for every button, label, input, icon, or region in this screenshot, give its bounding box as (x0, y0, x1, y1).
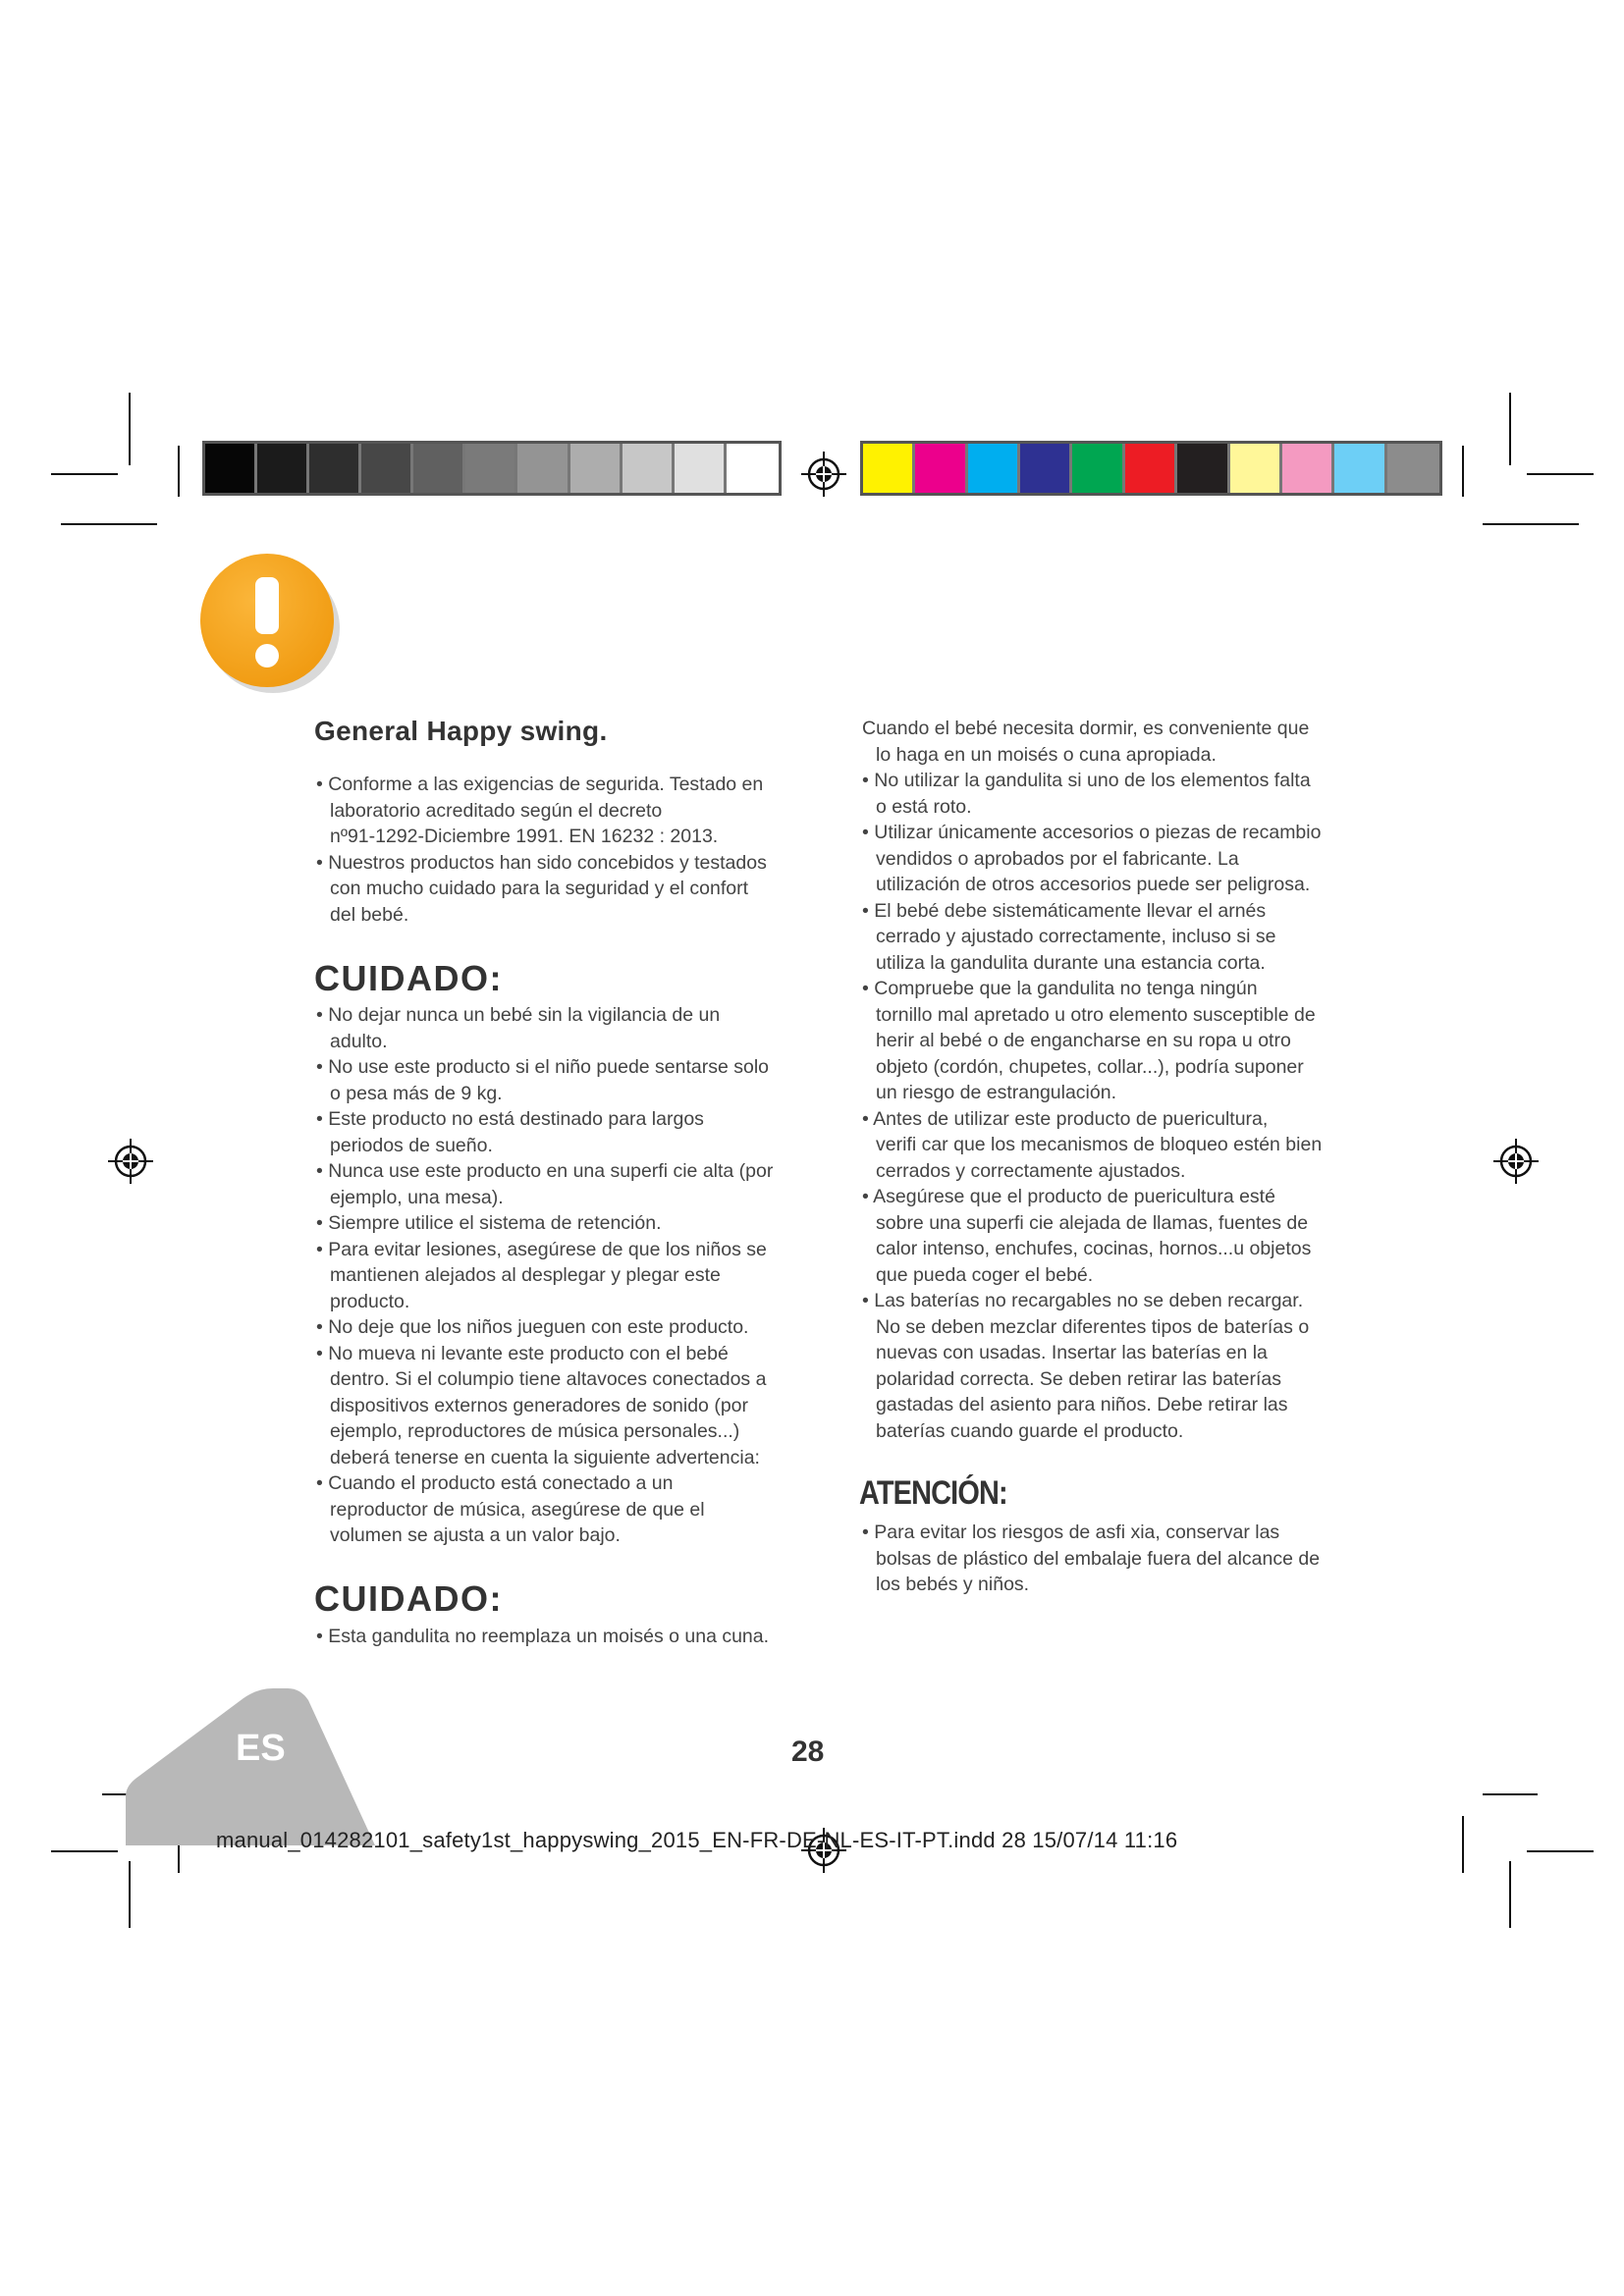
text-line: verifi car que los mecanismos de bloqueo estén bien (876, 1134, 1323, 1155)
crop-mark (1462, 446, 1464, 497)
text-line: • No utilizar la gandulita si uno de los elementos falta (862, 770, 1311, 791)
crop-mark (1509, 393, 1511, 465)
text-line: • No mueva ni levante este producto con el bebé (316, 1342, 729, 1364)
text-line: reproductor de música, asegúrese de que el (330, 1498, 705, 1521)
crop-mark (1527, 1850, 1594, 1852)
text-line: • Nuestros productos han sido concebidos y testados (316, 851, 767, 874)
list-item (862, 1288, 1373, 1444)
color-swatch (361, 444, 413, 493)
text-line: que pueda coger el bebé. (876, 1263, 1094, 1286)
text-line: polaridad correcta. Se deben retirar las baterías (876, 1367, 1281, 1390)
text-line: tornillo mal apretado u otro elemento susceptible de (876, 1003, 1316, 1026)
list-item (862, 898, 1373, 977)
text-line: • Cuando el producto está conectado a un (316, 1472, 674, 1494)
text-line: volumen se ajusta a un valor bajo. (330, 1524, 621, 1546)
text-line: sobre una superfi cie alejada de llamas, fuentes de (876, 1211, 1309, 1234)
crop-mark (1509, 1861, 1511, 1928)
text-line: cerrado y ajustado correctamente, incluso si se (876, 926, 1276, 947)
color-swatch (863, 444, 915, 493)
list-item (316, 1002, 817, 1054)
text-line: utilización de otros accesorios puede ser peligrosa. (876, 874, 1311, 895)
text-line: • Antes de utilizar este producto de puericultura, (862, 1107, 1269, 1130)
exclamation-icon (194, 548, 344, 697)
list-item (316, 850, 817, 929)
crop-mark (61, 523, 157, 525)
text-line: • No use este producto si el niño puede sentarse solo (316, 1056, 770, 1078)
text-line: ejemplo, reproductores de música personales...) (330, 1420, 740, 1442)
list-item (316, 772, 817, 850)
color-swatch (465, 444, 517, 493)
color-swatch (1387, 444, 1439, 493)
intro-list (316, 772, 817, 928)
list-item (316, 1210, 817, 1237)
list-item (316, 1106, 817, 1158)
crop-mark (51, 473, 118, 475)
list-item (862, 716, 1373, 768)
text-line: vendidos o aprobados por el fabricante. La (876, 847, 1239, 870)
text-line: o está roto. (876, 795, 972, 818)
crop-mark (51, 1850, 118, 1852)
crop-mark (1527, 473, 1594, 475)
color-swatch (1020, 444, 1072, 493)
list-item (862, 976, 1373, 1106)
color-swatch (968, 444, 1020, 493)
text-line: herir al bebé o de engancharse en su ropa u otro (876, 1030, 1291, 1051)
text-line: • Esta gandulita no reemplaza un moisés o una cuna. (316, 1626, 770, 1647)
text-line: • Siempre utilice el sistema de retención. (316, 1212, 662, 1234)
text-line: lo haga en un moisés o cuna apropiada. (876, 743, 1217, 766)
text-line: del bebé. (330, 903, 409, 926)
text-line: producto. (330, 1290, 410, 1312)
text-line: No se deben mezclar diferentes tipos de baterías o (876, 1315, 1310, 1338)
color-swatch (1334, 444, 1386, 493)
list-item (862, 820, 1373, 898)
list-item (316, 1470, 817, 1549)
color-swatch (257, 444, 309, 493)
color-control-bar (860, 441, 1442, 496)
atencion-list (862, 1520, 1373, 1598)
list-item (316, 1314, 817, 1341)
text-line: los bebés y niños. (876, 1574, 1030, 1595)
text-line: deberá tenerse en cuenta la siguiente advertencia: (330, 1446, 760, 1468)
text-line: • Utilizar únicamente accesorios o piezas de recambio (862, 822, 1322, 843)
text-line: baterías cuando guarde el producto. (876, 1419, 1184, 1442)
text-line: dispositivos externos generadores de sonido (por (330, 1394, 749, 1416)
color-swatch (205, 444, 257, 493)
color-swatch (1125, 444, 1177, 493)
registration-mark-icon (108, 1139, 153, 1184)
file-slug: manual_014282101_safety1st_happyswing_2015_EN-FR-DE-NL-ES-IT-PT.indd 28 15/07/14 11:16 (216, 1828, 1178, 1852)
text-line: nº91-1292-Diciembre 1991. EN 16232 : 2013. (330, 826, 719, 847)
color-swatch (727, 444, 779, 493)
text-line: • Compruebe que la gandulita no tenga ningún (862, 978, 1258, 999)
list-item (862, 1520, 1373, 1598)
color-swatch (309, 444, 361, 493)
cuidado-heading: CUIDADO: (314, 958, 503, 998)
crop-mark (129, 393, 131, 465)
color-swatch (1072, 444, 1124, 493)
atencion-heading: ATENCIÓN: (859, 1474, 1007, 1512)
list-item (862, 768, 1373, 820)
cuidado-list (316, 1624, 817, 1650)
list-item (316, 1341, 817, 1471)
text-line: • Este producto no está destinado para largos (316, 1108, 704, 1130)
color-swatch (1282, 444, 1334, 493)
crop-mark (129, 1861, 131, 1928)
text-line: calor intenso, enchufes, cocinas, hornos...u objetos (876, 1238, 1312, 1259)
color-swatch (675, 444, 727, 493)
cuidado-list (316, 1002, 817, 1549)
grayscale-control-bar (202, 441, 782, 496)
color-swatch (1230, 444, 1282, 493)
color-swatch (623, 444, 675, 493)
text-line: periodos de sueño. (330, 1134, 493, 1156)
crop-mark (1483, 523, 1579, 525)
list-item (316, 1237, 817, 1315)
text-line: gastadas del asiento para niños. Debe retirar las (876, 1394, 1288, 1415)
text-line: Cuando el bebé necesita dormir, es conveniente que (862, 718, 1310, 739)
text-line: • Para evitar lesiones, asegúrese de que los niños se (316, 1238, 767, 1260)
text-line: • Para evitar los riesgos de asfi xia, conservar las (862, 1522, 1280, 1543)
text-line: • Nunca use este producto en una superfi cie alta (por (316, 1160, 774, 1182)
text-line: adulto. (330, 1030, 388, 1052)
text-line: • El bebé debe sistemáticamente llevar el arnés (862, 899, 1267, 922)
text-line: utiliza la gandulita durante una estancia corta. (876, 951, 1266, 974)
text-line: • Conforme a las exigencias de segurida. Testado en (316, 774, 764, 795)
text-line: • No deje que los niños jueguen con este producto. (316, 1316, 749, 1338)
text-line: • Las baterías no recargables no se deben recargar. (862, 1290, 1304, 1311)
color-swatch (517, 444, 569, 493)
color-swatch (1177, 444, 1229, 493)
list-item (862, 1184, 1373, 1288)
registration-mark-icon (801, 452, 846, 497)
crop-mark (1483, 1793, 1538, 1795)
text-line: ejemplo, una mesa). (330, 1186, 504, 1208)
warnings-list (862, 716, 1373, 1444)
crop-mark (1462, 1816, 1464, 1873)
text-line: dentro. Si el columpio tiene altavoces conectados a (330, 1368, 767, 1390)
text-line: nuevas con usadas. Insertar las baterías en la (876, 1342, 1268, 1363)
text-line: • No dejar nunca un bebé sin la vigilancia de un (316, 1004, 721, 1026)
text-line: laboratorio acreditado según el decreto (330, 799, 663, 822)
list-item (316, 1158, 817, 1210)
cuidado-heading: CUIDADO: (314, 1578, 503, 1619)
crop-mark (178, 446, 180, 497)
color-swatch (413, 444, 465, 493)
text-line: o pesa más de 9 kg. (330, 1082, 503, 1104)
text-line: cerrados y correctamente ajustados. (876, 1159, 1186, 1182)
text-line: bolsas de plástico del embalaje fuera del alcance de (876, 1547, 1321, 1570)
page-number: 28 (791, 1735, 825, 1768)
color-swatch (570, 444, 623, 493)
section-title: General Happy swing. (314, 716, 608, 746)
list-item (316, 1624, 817, 1650)
language-label: ES (236, 1728, 286, 1769)
text-line: • Asegúrese que el producto de puericultura esté (862, 1186, 1275, 1207)
registration-mark-icon (1493, 1139, 1539, 1184)
text-line: mantienen alejados al desplegar y plegar este (330, 1264, 721, 1286)
text-line: con mucho cuidado para la seguridad y el confort (330, 878, 749, 899)
text-line: objeto (cordón, chupetes, collar...), podría suponer (876, 1055, 1304, 1078)
list-item (316, 1054, 817, 1106)
list-item (862, 1106, 1373, 1185)
color-swatch (915, 444, 967, 493)
text-line: un riesgo de estrangulación. (876, 1082, 1116, 1103)
